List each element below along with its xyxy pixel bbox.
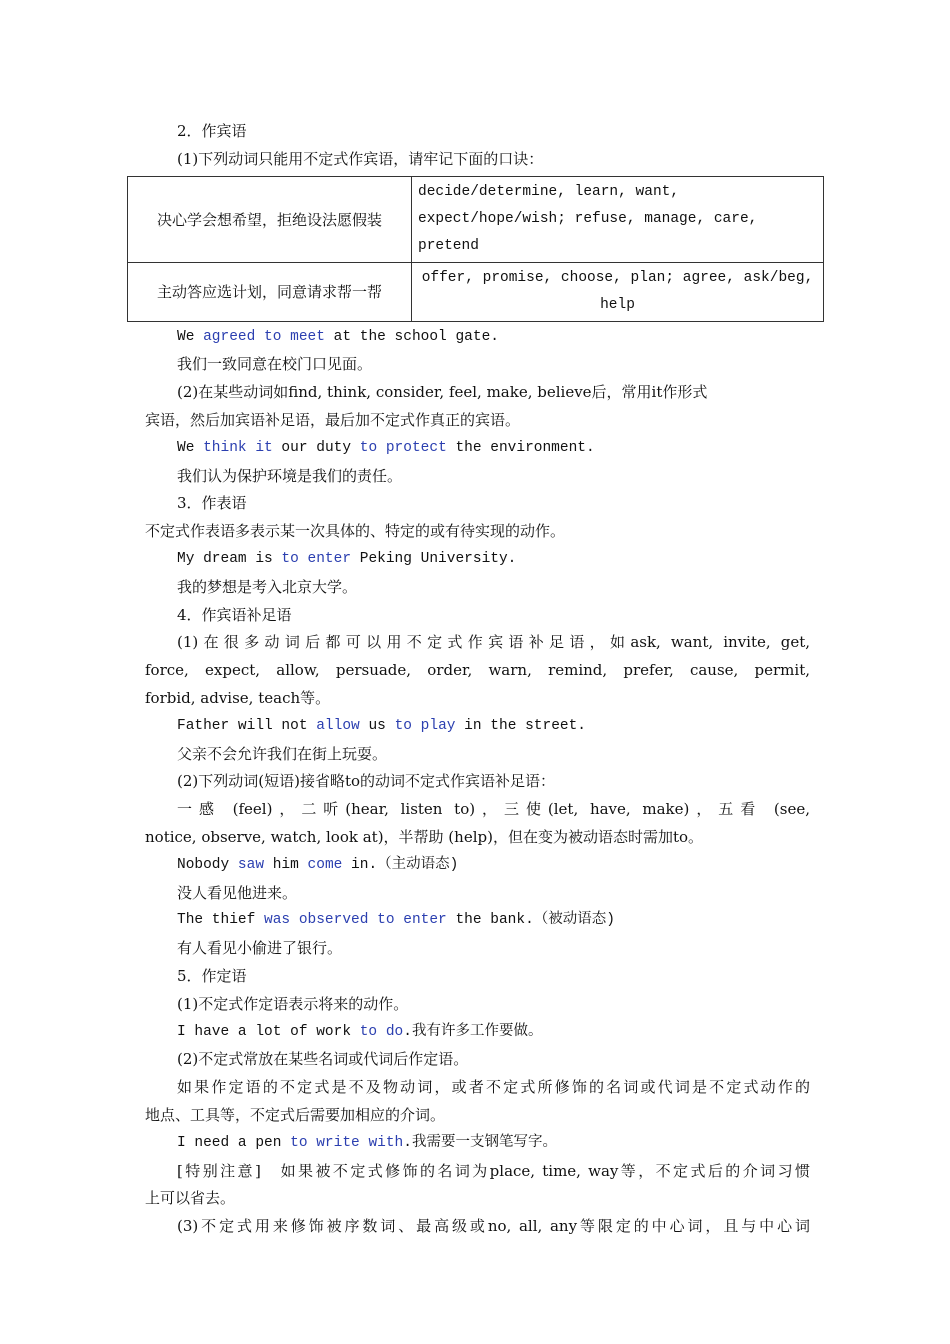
- verb-list-line: decide/determine, learn, want,: [418, 183, 680, 200]
- example-translation: 父亲不会允许我们在街上玩耍。: [177, 744, 388, 763]
- section-5-heading: 5．作定语: [177, 966, 247, 985]
- example-translation: 我们认为保护环境是我们的责任。: [177, 466, 403, 485]
- example-translation: 没人看见他进来。: [177, 883, 298, 902]
- paragraph: (2)不定式常放在某些名词或代词后作定语。: [177, 1050, 469, 1069]
- section-2-heading: 2．作宾语: [177, 122, 247, 140]
- paragraph: 不定式作表语多表示某一次具体的、特定的或有待实现的动作。: [145, 522, 566, 541]
- table-cell-verbs: [412, 262, 824, 321]
- paragraph: (2)在某些动词如find, think, consider, feel, make, believe后，常用it作形式: [177, 383, 708, 402]
- paragraph: forbid, advise, teach等。: [145, 688, 331, 707]
- paragraph: 宾语，然后加宾语补足语，最后加不定式作真正的宾语。: [145, 410, 521, 429]
- example-translation: 我们一致同意在校门口见面。: [177, 355, 373, 374]
- verb-list-line: expect/hope/wish; refuse, manage, care, pretend: [418, 210, 758, 254]
- special-note: 上可以省去。: [145, 1189, 236, 1208]
- paragraph: (1)在很多动词后都可以用不定式作宾语补足语，如ask, want, invite, get,: [177, 633, 810, 652]
- paragraph: 如果作定语的不定式是不及物动词，或者不定式所修饰的名词或代词是不定式动作的: [177, 1078, 810, 1097]
- example-sentence: I need a pen to write with.我需要一支钢笔写字。: [177, 1134, 557, 1151]
- example-sentence: We think it our duty to protect the environment.: [177, 439, 595, 456]
- document-body: [145, 118, 814, 1241]
- section-2-intro: (1)下列动词只能用不定式作宾语，请牢记下面的口诀：: [177, 149, 544, 168]
- paragraph: (3)不定式用来修饰被序数词、最高级或no, all, any等限定的中心词，且与中心词: [177, 1217, 810, 1236]
- example-sentence: My dream is to enter Peking University.: [177, 550, 517, 567]
- section-3-heading: 3．作表语: [177, 494, 247, 513]
- example-sentence: We agreed to meet at the school gate.: [177, 328, 499, 345]
- paragraph: 地点、工具等，不定式后需要加相应的介词。: [145, 1105, 446, 1124]
- table-cell-verbs: [412, 176, 824, 262]
- example-sentence: The thief was observed to enter the bank.（被动语态): [177, 912, 615, 929]
- paragraph: notice, observe, watch, look at)，半帮助 (help)，但在变为被动语态时需加to。: [145, 827, 704, 846]
- paragraph: (2)下列动词(短语)接省略to的动词不定式作宾语补足语：: [177, 772, 556, 791]
- example-sentence: Nobody saw him come in.（主动语态): [177, 856, 459, 873]
- section-4-heading: 4．作宾语补足语: [177, 605, 292, 624]
- table-cell-mnemonic: 主动答应选计划，同意请求帮一帮: [128, 262, 412, 321]
- paragraph: force, expect, allow, persuade, order, warn, remind, prefer, cause, permit,: [145, 661, 810, 680]
- verb-list-line: help: [600, 296, 635, 313]
- example-translation: 有人看见小偷进了银行。: [177, 939, 343, 958]
- special-note: [特别注意] 如果被不定式修饰的名词为place, time, way等，不定式后的介词习惯: [177, 1161, 810, 1180]
- example-sentence: I have a lot of work to do.我有许多工作要做。: [177, 1023, 543, 1040]
- mnemonic-table: [127, 176, 824, 322]
- example-sentence: Father will not allow us to play in the street.: [177, 717, 587, 734]
- example-translation: 我的梦想是考入北京大学。: [177, 577, 358, 596]
- verb-list-line: offer, promise, choose, plan; agree, ask/beg,: [421, 269, 814, 286]
- table-row: [128, 176, 824, 262]
- table-cell-mnemonic: 决心学会想希望，拒绝设法愿假装: [128, 176, 412, 262]
- paragraph: (1)不定式作定语表示将来的动作。: [177, 994, 409, 1013]
- paragraph: 一感 (feel)，二听(hear, listen to)，三使(let, have, make)，五看 (see,: [177, 800, 810, 819]
- table-row: [128, 262, 824, 321]
